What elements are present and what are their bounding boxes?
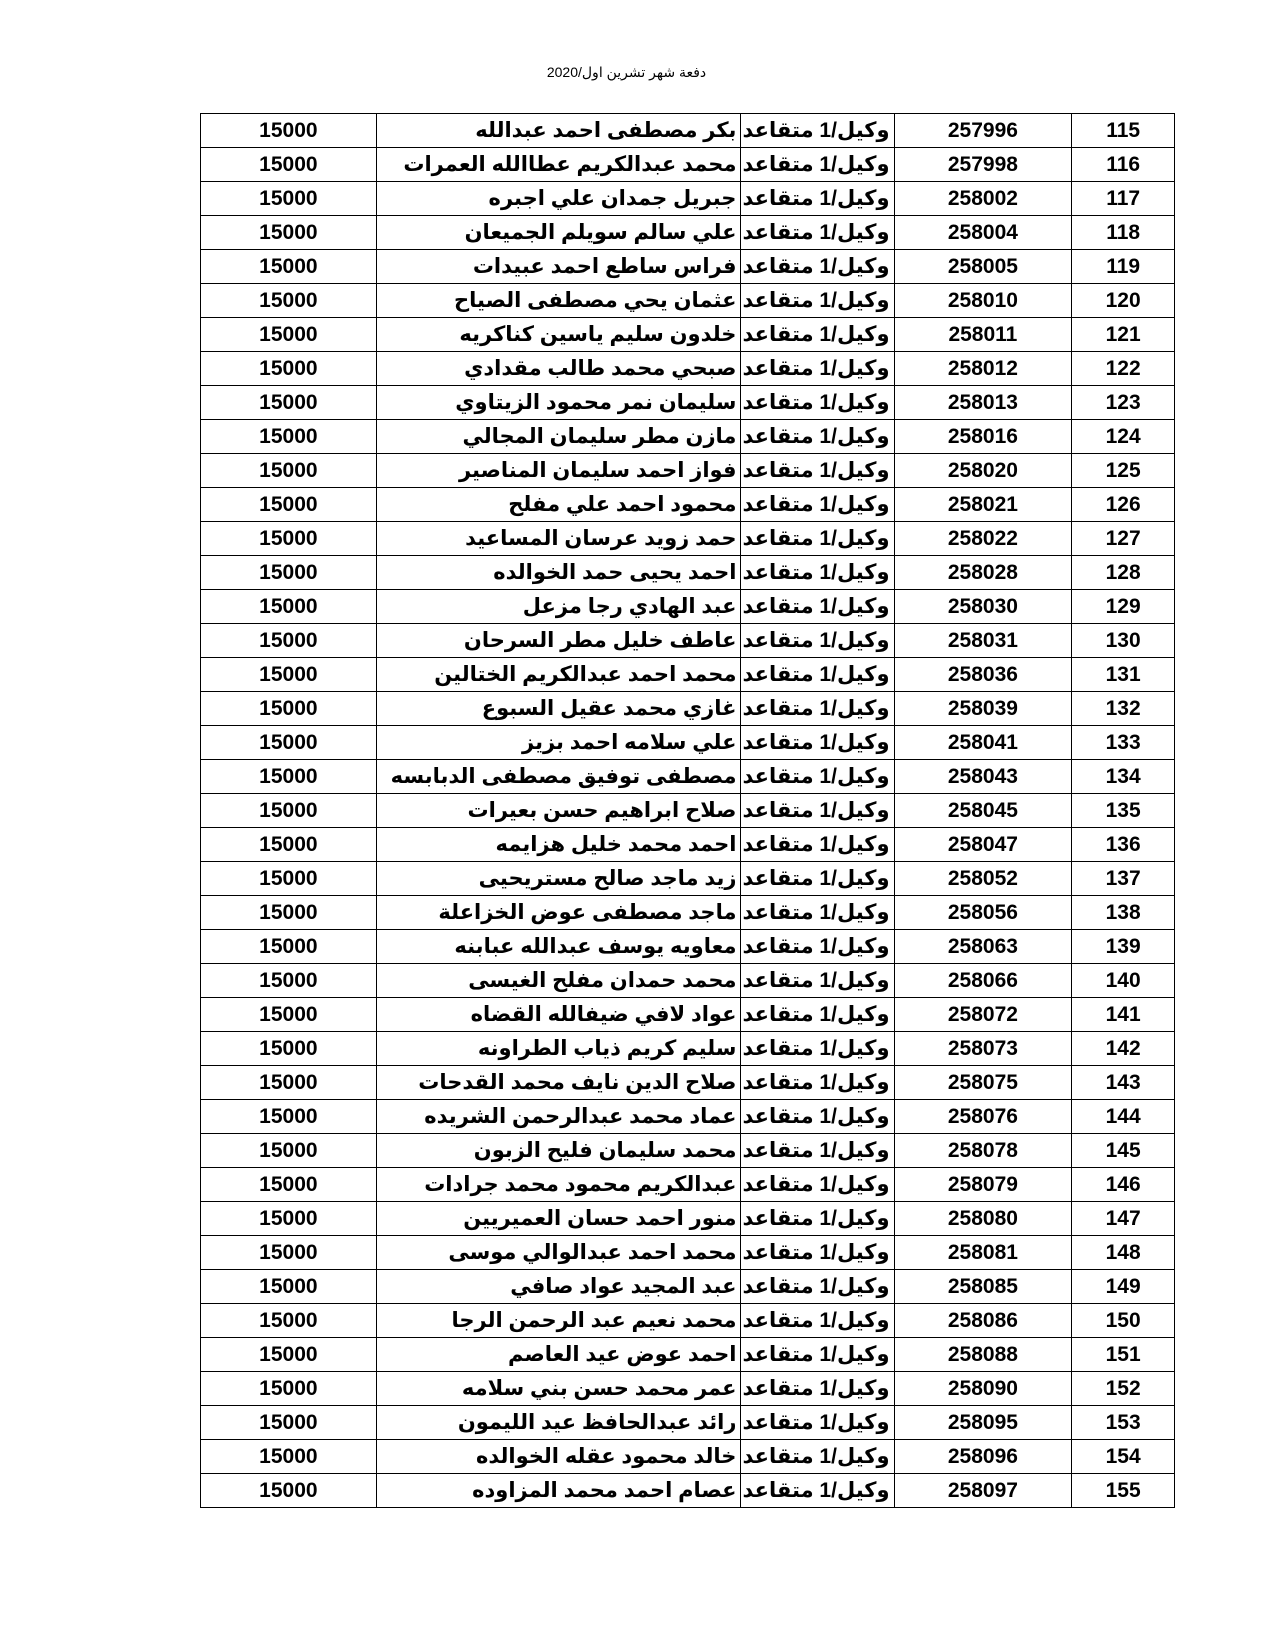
full-name-cell: عثمان يحي مصطفى الصياح	[376, 284, 741, 318]
table-row	[201, 590, 1175, 624]
amount-cell: 15000	[201, 1304, 377, 1338]
amount-cell: 15000	[201, 352, 377, 386]
amount-cell: 15000	[201, 760, 377, 794]
table-row	[201, 692, 1175, 726]
amount-cell: 15000	[201, 828, 377, 862]
rank-cell: وكيل/1 متقاعد	[741, 1372, 894, 1406]
full-name-cell: عواد لافي ضيفالله القضاه	[376, 998, 741, 1032]
full-name-cell: حمد زويد عرسان المساعيد	[376, 522, 741, 556]
full-name-cell: صلاح ابراهيم حسن بعيرات	[376, 794, 741, 828]
table-row	[201, 1236, 1175, 1270]
military-id-cell: 258097	[894, 1474, 1072, 1508]
table-row	[201, 1338, 1175, 1372]
rank-cell: وكيل/1 متقاعد	[741, 182, 894, 216]
military-id-cell: 258016	[894, 420, 1072, 454]
full-name-cell: عمر محمد حسن بني سلامه	[376, 1372, 741, 1406]
rank-cell: وكيل/1 متقاعد	[741, 692, 894, 726]
military-id-cell: 258078	[894, 1134, 1072, 1168]
rank-cell: وكيل/1 متقاعد	[741, 930, 894, 964]
military-id-cell: 258030	[894, 590, 1072, 624]
row-index-cell: 123	[1072, 386, 1175, 420]
military-id-cell: 258010	[894, 284, 1072, 318]
table-row	[201, 998, 1175, 1032]
rank-cell: وكيل/1 متقاعد	[741, 1202, 894, 1236]
full-name-cell: فراس ساطع احمد عبيدات	[376, 250, 741, 284]
table-row	[201, 964, 1175, 998]
row-index-cell: 151	[1072, 1338, 1175, 1372]
table-row	[201, 760, 1175, 794]
rank-cell: وكيل/1 متقاعد	[741, 488, 894, 522]
military-id-cell: 258085	[894, 1270, 1072, 1304]
rank-cell: وكيل/1 متقاعد	[741, 216, 894, 250]
row-index-cell: 137	[1072, 862, 1175, 896]
row-index-cell: 140	[1072, 964, 1175, 998]
table-row	[201, 1406, 1175, 1440]
full-name-cell: علي سلامه احمد بزيز	[376, 726, 741, 760]
military-id-cell: 258072	[894, 998, 1072, 1032]
rank-cell: وكيل/1 متقاعد	[741, 1304, 894, 1338]
rank-cell: وكيل/1 متقاعد	[741, 522, 894, 556]
amount-cell: 15000	[201, 1202, 377, 1236]
row-index-cell: 153	[1072, 1406, 1175, 1440]
amount-cell: 15000	[201, 726, 377, 760]
table-row	[201, 1066, 1175, 1100]
military-id-cell: 258063	[894, 930, 1072, 964]
full-name-cell: عاطف خليل مطر السرحان	[376, 624, 741, 658]
amount-cell: 15000	[201, 1474, 377, 1508]
military-id-cell: 258011	[894, 318, 1072, 352]
amount-cell: 15000	[201, 420, 377, 454]
amount-cell: 15000	[201, 624, 377, 658]
table-row	[201, 1100, 1175, 1134]
amount-cell: 15000	[201, 1406, 377, 1440]
rank-cell: وكيل/1 متقاعد	[741, 1100, 894, 1134]
rank-cell: وكيل/1 متقاعد	[741, 896, 894, 930]
row-index-cell: 149	[1072, 1270, 1175, 1304]
military-id-cell: 258079	[894, 1168, 1072, 1202]
table-row	[201, 794, 1175, 828]
amount-cell: 15000	[201, 862, 377, 896]
rank-cell: وكيل/1 متقاعد	[741, 760, 894, 794]
table-row	[201, 318, 1175, 352]
military-id-cell: 258028	[894, 556, 1072, 590]
full-name-cell: عماد محمد عبدالرحمن الشريده	[376, 1100, 741, 1134]
amount-cell: 15000	[201, 182, 377, 216]
table-row	[201, 828, 1175, 862]
row-index-cell: 141	[1072, 998, 1175, 1032]
row-index-cell: 136	[1072, 828, 1175, 862]
rank-cell: وكيل/1 متقاعد	[741, 726, 894, 760]
full-name-cell: عبد المجيد عواد صافي	[376, 1270, 741, 1304]
rank-cell: وكيل/1 متقاعد	[741, 1338, 894, 1372]
military-id-cell: 258088	[894, 1338, 1072, 1372]
page-title: دفعة شهر تشرين اول/2020	[546, 64, 707, 80]
amount-cell: 15000	[201, 522, 377, 556]
table-row	[201, 896, 1175, 930]
full-name-cell: عبدالكريم محمود محمد جرادات	[376, 1168, 741, 1202]
full-name-cell: احمد يحيى حمد الخوالده	[376, 556, 741, 590]
amount-cell: 15000	[201, 318, 377, 352]
full-name-cell: عصام احمد محمد المزاوده	[376, 1474, 741, 1508]
military-id-cell: 258073	[894, 1032, 1072, 1066]
rank-cell: وكيل/1 متقاعد	[741, 1168, 894, 1202]
amount-cell: 15000	[201, 930, 377, 964]
row-index-cell: 118	[1072, 216, 1175, 250]
amount-cell: 15000	[201, 1066, 377, 1100]
military-id-cell: 258039	[894, 692, 1072, 726]
amount-cell: 15000	[201, 1100, 377, 1134]
military-id-cell: 258075	[894, 1066, 1072, 1100]
full-name-cell: مازن مطر سليمان المجالي	[376, 420, 741, 454]
rank-cell: وكيل/1 متقاعد	[741, 1406, 894, 1440]
amount-cell: 15000	[201, 284, 377, 318]
full-name-cell: صلاح الدين نايف محمد القدحات	[376, 1066, 741, 1100]
full-name-cell: معاويه يوسف عبدالله عبابنه	[376, 930, 741, 964]
table-row	[201, 1474, 1175, 1508]
table-row	[201, 522, 1175, 556]
table-row	[201, 114, 1175, 148]
full-name-cell: احمد عوض عيد العاصم	[376, 1338, 741, 1372]
rank-cell: وكيل/1 متقاعد	[741, 352, 894, 386]
military-id-cell: 258004	[894, 216, 1072, 250]
amount-cell: 15000	[201, 114, 377, 148]
rank-cell: وكيل/1 متقاعد	[741, 250, 894, 284]
table-row	[201, 1270, 1175, 1304]
amount-cell: 15000	[201, 1372, 377, 1406]
amount-cell: 15000	[201, 658, 377, 692]
row-index-cell: 135	[1072, 794, 1175, 828]
military-id-cell: 258036	[894, 658, 1072, 692]
table-row	[201, 386, 1175, 420]
full-name-cell: احمد محمد خليل هزايمه	[376, 828, 741, 862]
row-index-cell: 127	[1072, 522, 1175, 556]
rank-cell: وكيل/1 متقاعد	[741, 794, 894, 828]
military-id-cell: 258031	[894, 624, 1072, 658]
row-index-cell: 144	[1072, 1100, 1175, 1134]
row-index-cell: 131	[1072, 658, 1175, 692]
amount-cell: 15000	[201, 148, 377, 182]
row-index-cell: 124	[1072, 420, 1175, 454]
row-index-cell: 146	[1072, 1168, 1175, 1202]
row-index-cell: 152	[1072, 1372, 1175, 1406]
row-index-cell: 147	[1072, 1202, 1175, 1236]
military-id-cell: 258066	[894, 964, 1072, 998]
table-row	[201, 1304, 1175, 1338]
amount-cell: 15000	[201, 1236, 377, 1270]
table-row	[201, 454, 1175, 488]
military-id-cell: 258095	[894, 1406, 1072, 1440]
military-id-cell: 258045	[894, 794, 1072, 828]
military-id-cell: 258013	[894, 386, 1072, 420]
table-row	[201, 726, 1175, 760]
amount-cell: 15000	[201, 1032, 377, 1066]
row-index-cell: 145	[1072, 1134, 1175, 1168]
amount-cell: 15000	[201, 386, 377, 420]
full-name-cell: سليم كريم ذياب الطراونه	[376, 1032, 741, 1066]
amount-cell: 15000	[201, 590, 377, 624]
full-name-cell: خلدون سليم ياسين كناكريه	[376, 318, 741, 352]
table-row	[201, 1168, 1175, 1202]
amount-cell: 15000	[201, 998, 377, 1032]
row-index-cell: 143	[1072, 1066, 1175, 1100]
rank-cell: وكيل/1 متقاعد	[741, 114, 894, 148]
military-id-cell: 258090	[894, 1372, 1072, 1406]
military-id-cell: 258086	[894, 1304, 1072, 1338]
amount-cell: 15000	[201, 1168, 377, 1202]
table-row	[201, 930, 1175, 964]
row-index-cell: 133	[1072, 726, 1175, 760]
row-index-cell: 138	[1072, 896, 1175, 930]
military-id-cell: 258076	[894, 1100, 1072, 1134]
amount-cell: 15000	[201, 488, 377, 522]
full-name-cell: محمد سليمان فليح الزبون	[376, 1134, 741, 1168]
amount-cell: 15000	[201, 896, 377, 930]
amount-cell: 15000	[201, 1270, 377, 1304]
military-id-cell: 258020	[894, 454, 1072, 488]
row-index-cell: 121	[1072, 318, 1175, 352]
table-row	[201, 556, 1175, 590]
rank-cell: وكيل/1 متقاعد	[741, 1236, 894, 1270]
rank-cell: وكيل/1 متقاعد	[741, 148, 894, 182]
military-id-cell: 258043	[894, 760, 1072, 794]
rank-cell: وكيل/1 متقاعد	[741, 1270, 894, 1304]
rank-cell: وكيل/1 متقاعد	[741, 828, 894, 862]
row-index-cell: 148	[1072, 1236, 1175, 1270]
full-name-cell: منور احمد حسان العميريين	[376, 1202, 741, 1236]
row-index-cell: 134	[1072, 760, 1175, 794]
military-id-cell: 258052	[894, 862, 1072, 896]
table-row	[201, 1202, 1175, 1236]
rank-cell: وكيل/1 متقاعد	[741, 1440, 894, 1474]
amount-cell: 15000	[201, 1440, 377, 1474]
table-row	[201, 862, 1175, 896]
row-index-cell: 115	[1072, 114, 1175, 148]
amount-cell: 15000	[201, 794, 377, 828]
rank-cell: وكيل/1 متقاعد	[741, 964, 894, 998]
table-body	[201, 114, 1175, 1508]
military-id-cell: 258081	[894, 1236, 1072, 1270]
amount-cell: 15000	[201, 1338, 377, 1372]
rank-cell: وكيل/1 متقاعد	[741, 1134, 894, 1168]
row-index-cell: 126	[1072, 488, 1175, 522]
full-name-cell: غازي محمد عقيل السبوع	[376, 692, 741, 726]
amount-cell: 15000	[201, 692, 377, 726]
amount-cell: 15000	[201, 216, 377, 250]
full-name-cell: علي سالم سويلم الجميعان	[376, 216, 741, 250]
military-id-cell: 258022	[894, 522, 1072, 556]
full-name-cell: عبد الهادي رجا مزعل	[376, 590, 741, 624]
rank-cell: وكيل/1 متقاعد	[741, 862, 894, 896]
row-index-cell: 155	[1072, 1474, 1175, 1508]
row-index-cell: 130	[1072, 624, 1175, 658]
rank-cell: وكيل/1 متقاعد	[741, 318, 894, 352]
amount-cell: 15000	[201, 556, 377, 590]
table-row	[201, 420, 1175, 454]
full-name-cell: رائد عبدالحافظ عيد الليمون	[376, 1406, 741, 1440]
military-id-cell: 258005	[894, 250, 1072, 284]
row-index-cell: 128	[1072, 556, 1175, 590]
military-id-cell: 257998	[894, 148, 1072, 182]
full-name-cell: محمد احمد عبدالكريم الختالين	[376, 658, 741, 692]
full-name-cell: صبحي محمد طالب مقدادي	[376, 352, 741, 386]
full-name-cell: محمود احمد علي مفلح	[376, 488, 741, 522]
row-index-cell: 122	[1072, 352, 1175, 386]
row-index-cell: 142	[1072, 1032, 1175, 1066]
full-name-cell: محمد عبدالكريم عطاالله العمرات	[376, 148, 741, 182]
full-name-cell: محمد احمد عبدالوالي موسى	[376, 1236, 741, 1270]
table-row	[201, 624, 1175, 658]
rank-cell: وكيل/1 متقاعد	[741, 386, 894, 420]
military-id-cell: 258047	[894, 828, 1072, 862]
amount-cell: 15000	[201, 1134, 377, 1168]
full-name-cell: ماجد مصطفى عوض الخزاعلة	[376, 896, 741, 930]
table-row	[201, 658, 1175, 692]
table-row	[201, 488, 1175, 522]
military-id-cell: 257996	[894, 114, 1072, 148]
row-index-cell: 120	[1072, 284, 1175, 318]
table-row	[201, 284, 1175, 318]
table-row	[201, 1134, 1175, 1168]
rank-cell: وكيل/1 متقاعد	[741, 284, 894, 318]
row-index-cell: 119	[1072, 250, 1175, 284]
military-id-cell: 258002	[894, 182, 1072, 216]
rank-cell: وكيل/1 متقاعد	[741, 1032, 894, 1066]
rank-cell: وكيل/1 متقاعد	[741, 590, 894, 624]
rank-cell: وكيل/1 متقاعد	[741, 998, 894, 1032]
rank-cell: وكيل/1 متقاعد	[741, 556, 894, 590]
full-name-cell: فواز احمد سليمان المناصير	[376, 454, 741, 488]
rank-cell: وكيل/1 متقاعد	[741, 1066, 894, 1100]
full-name-cell: خالد محمود عقله الخوالده	[376, 1440, 741, 1474]
full-name-cell: زيد ماجد صالح مستريحيى	[376, 862, 741, 896]
row-index-cell: 150	[1072, 1304, 1175, 1338]
full-name-cell: سليمان نمر محمود الزيتاوي	[376, 386, 741, 420]
amount-cell: 15000	[201, 454, 377, 488]
row-index-cell: 125	[1072, 454, 1175, 488]
full-name-cell: محمد حمدان مفلح الغيسى	[376, 964, 741, 998]
military-id-cell: 258041	[894, 726, 1072, 760]
table-row	[201, 148, 1175, 182]
table-row	[201, 216, 1175, 250]
row-index-cell: 116	[1072, 148, 1175, 182]
table-row	[201, 1372, 1175, 1406]
row-index-cell: 132	[1072, 692, 1175, 726]
table-row	[201, 182, 1175, 216]
table-row	[201, 1032, 1175, 1066]
full-name-cell: محمد نعيم عبد الرحمن الرجا	[376, 1304, 741, 1338]
table-row	[201, 1440, 1175, 1474]
amount-cell: 15000	[201, 964, 377, 998]
military-id-cell: 258080	[894, 1202, 1072, 1236]
payment-table	[200, 113, 1175, 1508]
full-name-cell: مصطفى توفيق مصطفى الدبابسه	[376, 760, 741, 794]
full-name-cell: بكر مصطفى احمد عبدالله	[376, 114, 741, 148]
row-index-cell: 129	[1072, 590, 1175, 624]
military-id-cell: 258096	[894, 1440, 1072, 1474]
rank-cell: وكيل/1 متقاعد	[741, 454, 894, 488]
table-row	[201, 352, 1175, 386]
rank-cell: وكيل/1 متقاعد	[741, 1474, 894, 1508]
row-index-cell: 117	[1072, 182, 1175, 216]
military-id-cell: 258056	[894, 896, 1072, 930]
row-index-cell: 139	[1072, 930, 1175, 964]
row-index-cell: 154	[1072, 1440, 1175, 1474]
rank-cell: وكيل/1 متقاعد	[741, 624, 894, 658]
military-id-cell: 258012	[894, 352, 1072, 386]
full-name-cell: جبريل جمدان علي اجبره	[376, 182, 741, 216]
rank-cell: وكيل/1 متقاعد	[741, 420, 894, 454]
military-id-cell: 258021	[894, 488, 1072, 522]
amount-cell: 15000	[201, 250, 377, 284]
rank-cell: وكيل/1 متقاعد	[741, 658, 894, 692]
table-row	[201, 250, 1175, 284]
